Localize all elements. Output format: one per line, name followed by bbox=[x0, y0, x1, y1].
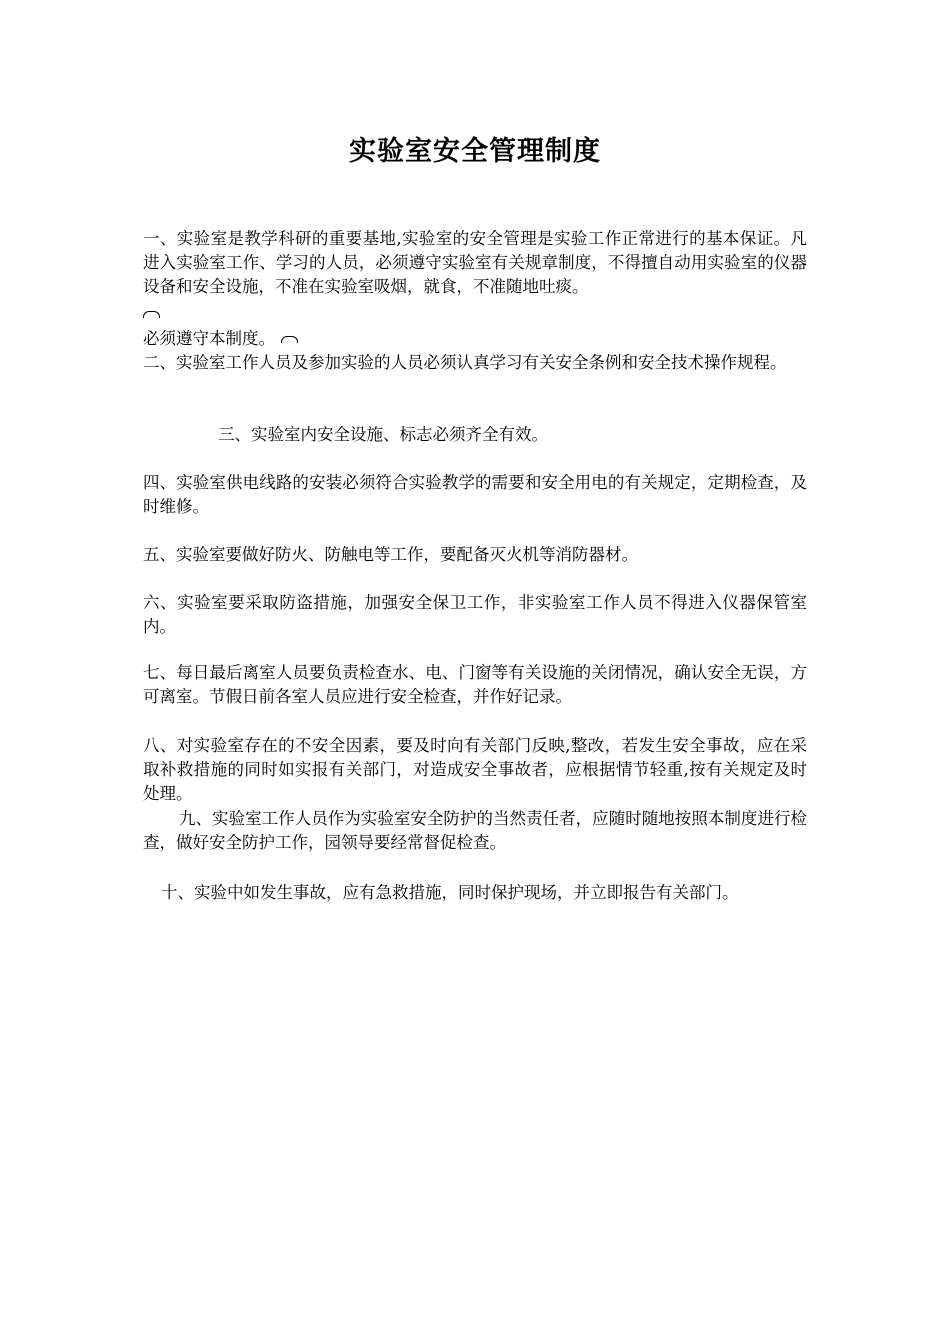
paragraph-1: 一、实验室是教学科研的重要基地,实验室的安全管理是实验工作正常进行的基本保证。凡进入实验室工作、学习的人员，必须遵守实验室有关规章制度，不得擅自动用实验室的仪器设备和安全设施，不准在实验室吸烟，就食，不准随地吐痰。 bbox=[143, 229, 807, 296]
paragraph-4: 四、实验室供电线路的安装必须符合实验教学的需要和安全用电的有关规定，定期检查，及时维修。 bbox=[143, 473, 807, 516]
edit-mark-icon bbox=[281, 336, 298, 343]
document-title: 实验室安全管理制度 bbox=[349, 136, 601, 167]
paragraph-1-continuation bbox=[143, 327, 807, 351]
paragraph-6: 六、实验室要采取防盗措施，加强安全保卫工作，非实验室工作人员不得进入仪器保管室内。 bbox=[143, 593, 807, 636]
paragraph-2: 二、实验室工作人员及参加实验的人员必须认真学习有关安全条例和安全技术操作规程。 bbox=[143, 353, 787, 372]
paragraph-9: 九、实验室工作人员作为实验室安全防护的当然责任者，应随时随地按照本制度进行检查，做好安全防护工作，园领导要经常督促检查。 bbox=[143, 809, 807, 852]
edit-mark-icon bbox=[143, 311, 160, 318]
paragraph-10: 十、实验中如发生事故，应有急救措施，同时保护现场，并立即报告有关部门。 bbox=[161, 883, 739, 902]
paragraph-8: 八、对实验室存在的不安全因素，要及时向有关部门反映,整改，若发生安全事故，应在采取补救措施的同时如实报有关部门，对造成安全事故者，应根据情节轻重,按有关规定及时处理。 bbox=[143, 736, 807, 803]
paragraph-7: 七、每日最后离室人员要负责检查水、电、门窗等有关设施的关闭情况，确认安全无误，方可离室。节假日前各室人员应进行安全检查，并作好记录。 bbox=[143, 663, 807, 706]
paragraph-1-continuation-text: 必须遵守本制度。 bbox=[143, 329, 275, 348]
paragraph-3: 三、实验室内安全设施、标志必须齐全有效。 bbox=[218, 425, 548, 444]
paragraph-5: 五、实验室要做好防火、防触电等工作，要配备灭火机等消防器材。 bbox=[143, 545, 638, 564]
